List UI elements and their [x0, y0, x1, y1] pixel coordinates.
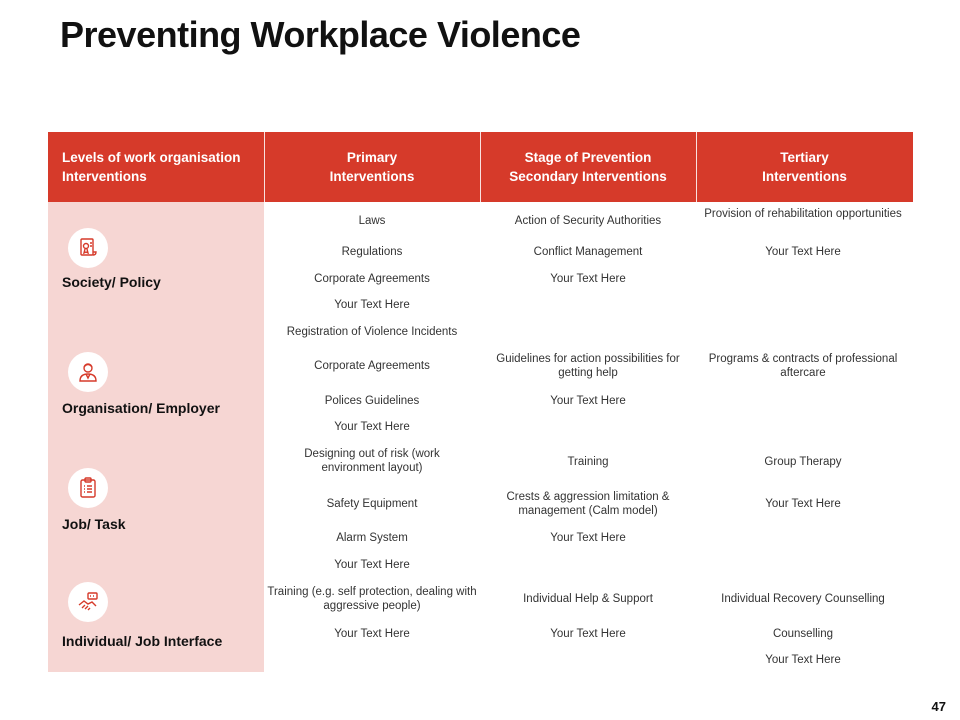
- primary-cell: Alarm System: [336, 532, 408, 544]
- primary-cell: Laws: [358, 215, 386, 227]
- header-secondary-line1: Stage of Prevention: [524, 150, 652, 165]
- primary-cell: Your Text Here: [334, 299, 410, 311]
- primary-cell: Safety Equipment: [326, 498, 418, 510]
- secondary-cell: Your Text Here: [550, 532, 626, 544]
- primary-cell: Designing out of risk (work environment layout): [304, 448, 440, 474]
- primary-cell: Corporate Agreements: [314, 360, 430, 372]
- page-number: 47: [931, 699, 946, 714]
- tertiary-cell: Your Text Here: [765, 246, 841, 258]
- row-label-society-policy: Society/ Policy: [62, 274, 161, 290]
- secondary-cell: Action of Security Authorities: [514, 215, 662, 227]
- primary-cell: Your Text Here: [334, 559, 410, 571]
- secondary-cell: Your Text Here: [550, 628, 626, 640]
- scroll-certificate-icon: [68, 228, 108, 268]
- secondary-cell: Crests & aggression limitation & management (Calm model): [506, 491, 670, 517]
- secondary-cell: Your Text Here: [550, 273, 626, 285]
- primary-cell: Regulations: [341, 246, 403, 258]
- tertiary-cell: Your Text Here: [765, 498, 841, 510]
- header-tertiary: [696, 132, 913, 202]
- primary-cell: Polices Guidelines: [324, 395, 420, 407]
- row-label-job-task: Job/ Task: [62, 516, 126, 532]
- primary-cell: Registration of Violence Incidents: [286, 326, 458, 338]
- header-secondary-line2: Secondary Interventions: [509, 169, 667, 184]
- secondary-cell: Training: [567, 456, 609, 468]
- row-label-individual-job-interface: Individual/ Job Interface: [62, 633, 223, 649]
- tertiary-cell: Counselling: [772, 628, 834, 640]
- header-levels: [62, 132, 252, 202]
- secondary-cell: Individual Help & Support: [523, 593, 653, 605]
- clipboard-checklist-icon: [68, 468, 108, 508]
- tertiary-cell: Provision of rehabilitation opportunities: [704, 208, 902, 220]
- primary-cell: Training (e.g. self protection, dealing with aggressive people): [267, 586, 477, 612]
- tertiary-cell: Individual Recovery Counselling: [721, 593, 885, 605]
- header-levels-text: Levels of work organisation Interventions: [62, 150, 241, 184]
- tertiary-cell: Group Therapy: [764, 456, 842, 468]
- header-tertiary-line2: Interventions: [762, 169, 847, 184]
- secondary-cell: Conflict Management: [533, 246, 643, 258]
- row-label-organisation-employer: Organisation/ Employer: [62, 400, 220, 416]
- header-tertiary-line1: Tertiary: [780, 150, 829, 165]
- header-primary-line1: Primary: [346, 150, 398, 165]
- secondary-cell: Guidelines for action possibilities for getting help: [496, 353, 680, 379]
- primary-cell: Your Text Here: [334, 421, 410, 433]
- secondary-cell: Your Text Here: [550, 395, 626, 407]
- page-title: Preventing Workplace Violence: [60, 14, 581, 55]
- tertiary-cell: Programs & contracts of professional aftercare: [708, 353, 898, 379]
- header-primary: [264, 132, 480, 202]
- primary-cell: Corporate Agreements: [314, 273, 430, 285]
- header-secondary: [480, 132, 696, 202]
- primary-cell: Your Text Here: [334, 628, 410, 640]
- header-primary-line2: Interventions: [329, 169, 415, 184]
- table-header: [48, 132, 913, 202]
- handshake-chat-icon: [68, 582, 108, 622]
- tertiary-cell: Your Text Here: [765, 654, 841, 666]
- employee-person-icon: [68, 352, 108, 392]
